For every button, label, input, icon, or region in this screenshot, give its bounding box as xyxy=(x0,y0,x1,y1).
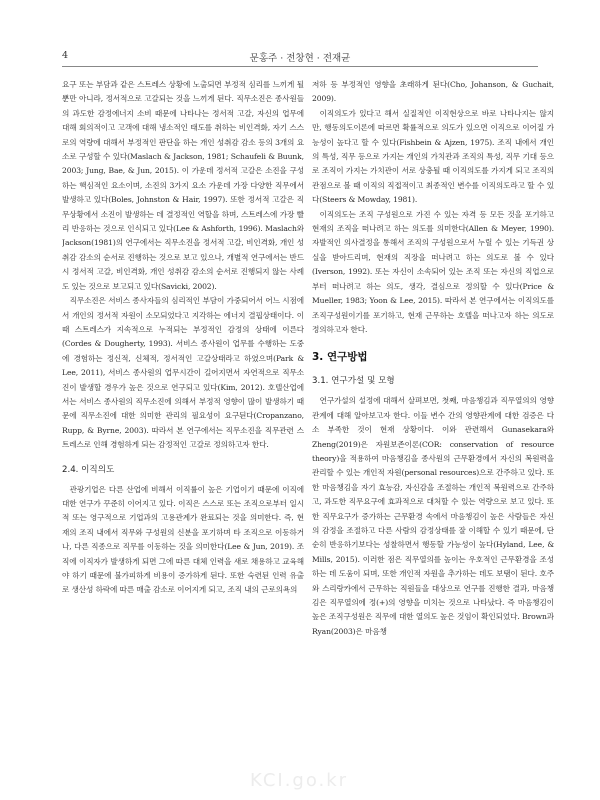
running-header-authors: 문홍주 · 전창현 · 전재균 xyxy=(249,53,351,64)
right-column xyxy=(312,78,554,639)
subsection-heading: 3.1. 연구가설 및 모형 xyxy=(312,376,395,387)
paragraph: 연구가설의 설정에 대해서 살펴보면, 첫째, 마음챙김과 직무열의의 영향관계에 대해 알아보고자 한다. 이들 변수 간의 영향관계에 대한 검증은 다소 부족한 것이 현재 상황이다. 이와 관련해서 Gunasekara와 Zheng(2019)은 자원보존이론(COR: conservation of resource theory)을 적용하여 마음챙김을 종사원의 근무환경에서 자신의 복원력을 관리할 수 있는 개인적 자원(personal resources)으로 간주하고 있다. 또한 마음챙김을 자기 효능감, 자신감을 조절하는 개인적 복원력으로 간주하고, 과도한 직무요구에 효과적으로 대처할 수 있는 역량으로 보고 있다. 또한 직무요구가 증가하는 근무환경 속에서 마음챙김이 높은 사람들은 자신의 감정을 조절하고 다른 사람의 감정상태를 잘 이해할 수 있기 때문에, 단순히 반응하기보다는 성찰하면서 행동할 가능성이 높다(Hyland, Lee, & Mills, 2015). 이러한 점은 직무열의를 높이는 우호적인 근무환경을 조성하는 데 도움이 되며, 또한 개인적 자원을 추가하는 데도 보탬이 된다. 호주와 스리랑카에서 근무하는 직원들을 대상으로 연구를 진행한 결과, 마음챙김은 직무열의에 정(+)의 영향을 미치는 것으로 나타났다. 즉 마음챙김이 높은 조직구성원은 직무에 대한 열의도 높은 것임이 확인되었다. Brown과 Ryan(2003)은 마음챙 xyxy=(312,396,554,636)
subsection-heading: 2.4. 이직의도 xyxy=(62,464,115,475)
running-header xyxy=(62,50,538,66)
paragraph: 이직의도는 조직 구성원으로 가진 수 있는 자격 등 모든 것을 포기하고 현재의 조직을 떠나려고 하는 의도를 의미한다(Allen & Meyer, 1990). 자발적인 의사결정을 통해서 조직의 구성원으로서 누릴 수 있는 기득권 상실을 받아드리며, 현재의 직장을 떠나려고 하는 의도로 볼 수 있다(Iverson, 1992). 또는 자신이 소속되어 있는 조직 또는 자신의 직업으로부터 떠나려고 하는 의도, 생각, 결심으로 정의할 수 있다(Price & Mueller, 1983; Yoon & Lee, 2015). 따라서 본 연구에서는 이직의도를 조직구성원이기를 포기하고, 현재 근무하는 호텔을 떠나고자 하는 의도로 정의하고자 한다. xyxy=(312,209,554,334)
page-number: 4 xyxy=(62,50,69,61)
section-heading: 3. 연구방법 xyxy=(312,351,368,364)
watermark: KCI.go.kr xyxy=(250,770,349,791)
paragraph: 직무소진은 서비스 종사자들의 심리적인 부담이 가중되어서 어느 시점에서 개인의 정서적 자원이 소모되었다고 지각하는 에너지 결핍상태이다. 이때 스트레스가 지속적으로 누적되는 부정적인 감정의 상태에 이른다(Cordes & Dougherty, 1993). 서비스 종사원이 업무를 수행하는 도중에 경험하는 정신적, 신체적, 정서적인 고갈상태라고 하였으며(Park & Lee, 2011), 서비스 종사원의 업무시간이 길어지면서 자연적으로 직무소진이 발생할 경우가 높은 것으로 연구되고 있다(Kim, 2012). 호텔산업에서는 서비스 종사원의 직무소진에 의해서 부정적 영향이 많이 발생하기 때문에 직무소진에 대한 의미한 관리의 필요성이 요구된다(Cropanzano, Rupp, & Byrne, 2003). 따라서 본 연구에서는 직무소진을 직무관련 스트레스로 인해 경험하게 되는 감정적인 고갈로 정의하고자 한다. xyxy=(62,296,304,450)
paragraph: 저하 등 부정적인 영향을 초래하게 된다(Cho, Johanson, & Guchait, 2009). xyxy=(312,80,554,104)
paragraph: 관광기업은 다른 산업에 비해서 이직률이 높은 기업이기 때문에 이직에 대한 연구가 꾸준히 이어지고 있다. 이직은 스스로 또는 조직으로부터 일시적 또는 영구적으로 기업과의 고용관계가 완료되는 것을 의미한다. 즉, 현재의 조직 내에서 직무와 구성원의 신분을 포기하며 타 조직으로 이동하거나, 다른 직종으로 직무를 이동하는 것을 의미한다(Lee & Jun, 2019). 조직에 이직자가 발생하게 되면 그에 따른 대체 인력을 새로 채용하고 교육해야 하기 때문에 불가피하게 비용이 증가하게 된다. 또한 숙련된 인력 유출로 생산성 하락에 따른 매출 감소로 이어지게 되고, 조직 내의 근로의욕의 xyxy=(62,484,304,595)
header-rule xyxy=(62,66,538,67)
left-column xyxy=(62,78,304,598)
paragraph: 요구 또는 부담과 같은 스트레스 상황에 노출되면 부정적 심리를 느끼게 될 뿐만 아니라, 정서적으로 고갈되는 것을 느끼게 된다. 직무소진은 종사원들의 과도한 감정에너지 소비 때문에 나타나는 정서적 고갈, 자신의 업무에 대해 회의적이고 고객에 대해 냉소적인 태도를 취하는 비인격화, 자기 스스로의 역량에 대해서 부정적인 판단을 하는 개인 성취감 감소 등의 3개의 요소로 구성할 수 있다(Maslach & Jackson, 1981; Schaufeli & Buunk, 2003; Jung, Bae, & Jun, 2015). 이 가운데 정서적 고갈은 소진을 구성하는 핵심적인 요소이며, 소진의 3가지 요소 가운데 가장 다양한 직무에서 발생하고 있다(Boles, Johnston & Hair, 1997). 또한 정서적 고갈은 직무상황에서 소진이 발생하는 데 결정적인 역할을 하며, 스트레스에 가장 빨리 반응하는 것으로 인식되고 있다(Lee & Ashforth, 1996). Maslach와 Jackson(1981)의 연구에서는 직무소진을 정서적 고갈, 비인격화, 개인 성취감 감소의 순서로 진행하는 것으로 보고 있으나, 개별적 연구에서는 반드시 정서적 고갈, 비인격화, 개인 성취감 감소의 순서로 진행되지 않는 사례도 있는 것으로 보고되고 있다(Savicki, 2002). xyxy=(62,80,304,291)
paragraph: 이직의도가 있다고 해서 실질적인 이직현상으로 바로 나타나지는 않지만, 행동의도이론에 따르면 확률적으로 의도가 있으면 이직으로 이어질 가능성이 높다고 할 수 있다(Fishbein & Ajzen, 1975). 조직 내에서 개인의 특성, 직무 등으로 가지는 개인의 가치관과 조직의 특성, 직무 기대 등으로 조직이 가지는 가치관이 서로 상충될 때 이직의도를 가지게 되고 조직의 관점으로 볼 때 이직의 직접적이고 최종적인 변수를 이직의도라고 할 수 있다(Steers & Mowday, 1981). xyxy=(312,108,554,205)
